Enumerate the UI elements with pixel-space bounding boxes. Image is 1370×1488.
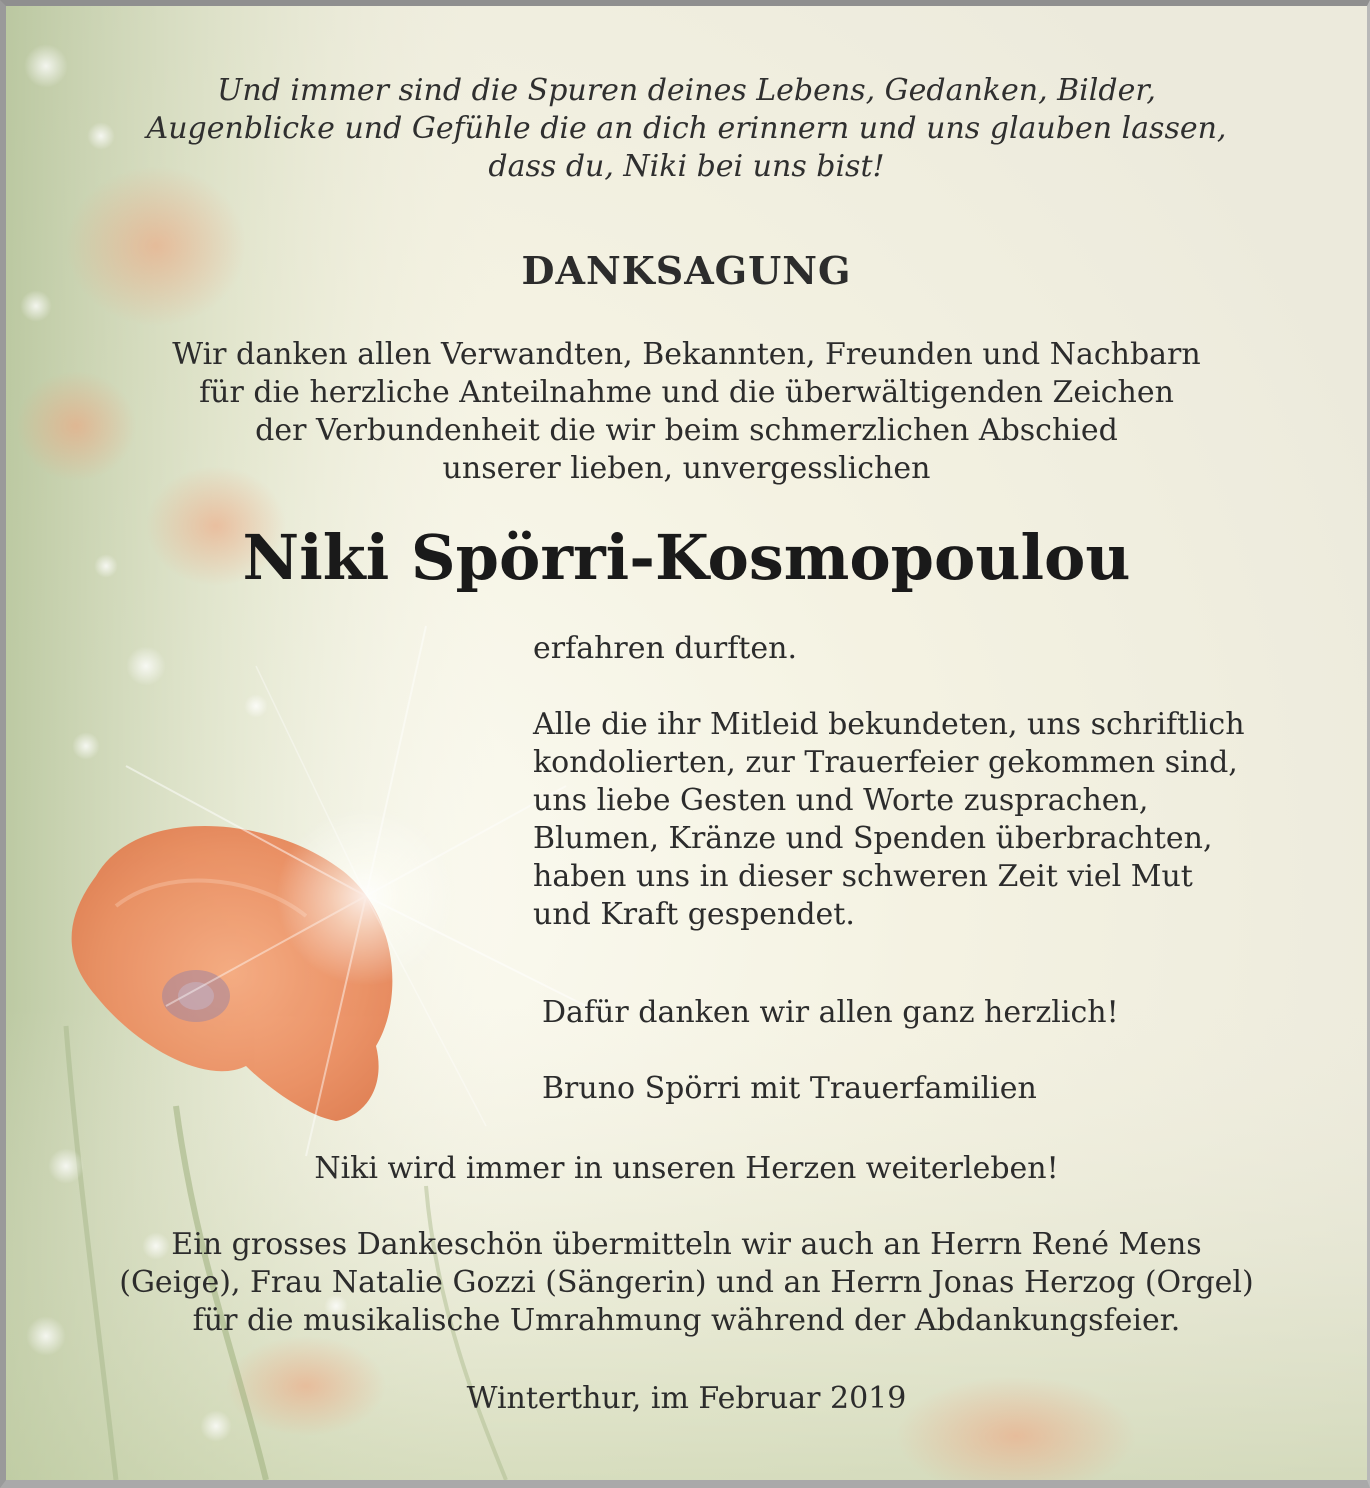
signature-line: Bruno Spörri mit Trauerfamilien: [542, 1071, 1037, 1106]
music-thanks-paragraph: Ein grosses Dankeschön übermitteln wir auch an Herrn René Mens (Geige), Frau Natalie Gozzi (Sängerin) und an Herrn Jonas Herzog (Orgel) für die musikalische Umrahmung während der Abdankungsfeier.: [119, 1227, 1254, 1338]
page-title: DANKSAGUNG: [521, 248, 852, 293]
intro-paragraph: Wir danken allen Verwandten, Bekannten, Freunden und Nachbarn für die herzliche Anteilnahme und die überwältigenden Zeichen der Verbundenheit die wir beim schmerzlichen Abschied unserer lieben, unvergesslichen: [172, 337, 1201, 486]
place-date-line: Winterthur, im Februar 2019: [466, 1381, 907, 1416]
thanks-all-line: Dafür danken wir allen ganz herzlich!: [542, 995, 1119, 1030]
motto-line: Niki wird immer in unseren Herzen weiterleben!: [314, 1151, 1059, 1186]
thanks-paragraph: Alle die ihr Mitleid bekundeten, uns schriftlich kondolierten, zur Trauerfeier gekommen sind, uns liebe Gesten und Worte zusprachen, Blumen, Kränze und Spenden überbrachten, haben uns in dieser schweren Zeit viel Mut und Kraft gespendet.: [533, 707, 1245, 932]
deceased-name: Niki Spörri-Kosmopoulou: [242, 521, 1131, 594]
memorial-quote: Und immer sind die Spuren deines Lebens, Gedanken, Bilder, Augenblicke und Gefühle die an dich erinnern und uns glauben lassen, dass du, Niki bei uns bist!: [146, 73, 1227, 184]
after-name-text: erfahren durften.: [533, 631, 797, 666]
